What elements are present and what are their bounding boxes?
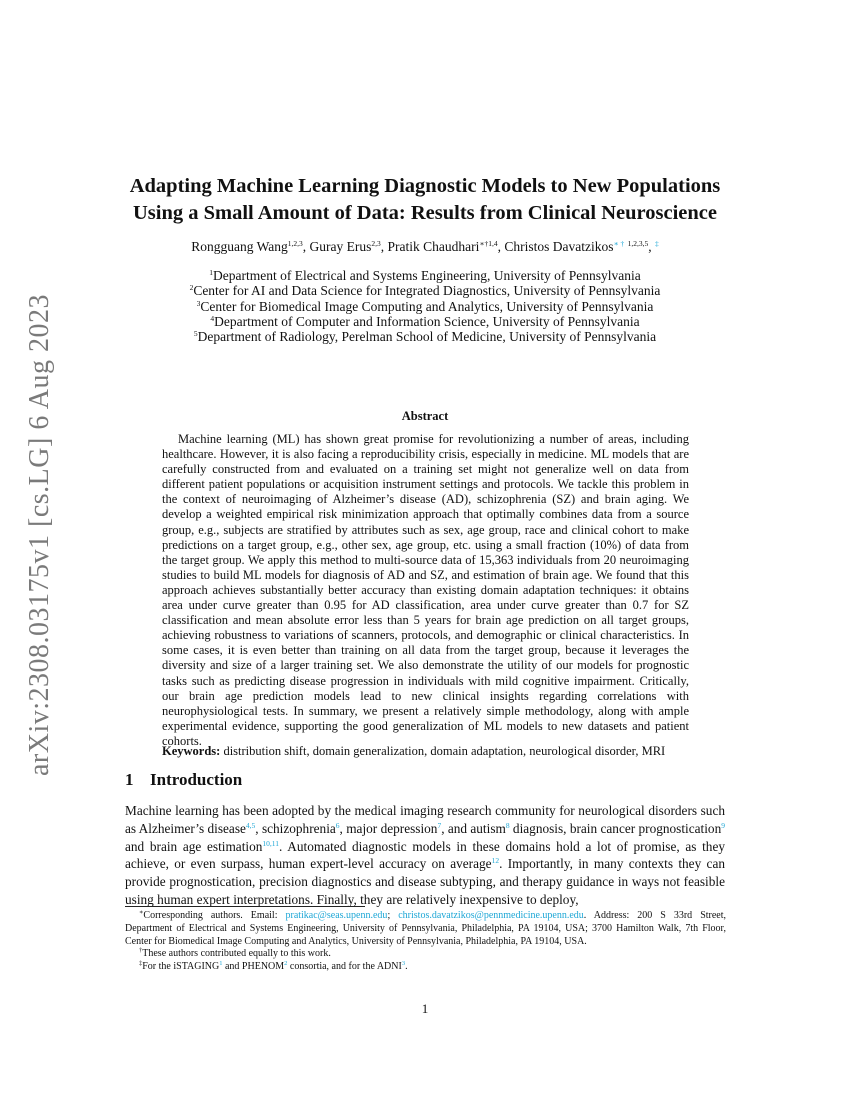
introduction-text: . Automated diagnostic models in these domains hold a lot of promise, as they achieve, or even surpass, human expert-level accuracy on average	[125, 838, 725, 872]
affiliation-text: Department of Radiology, Perelman School of Medicine, University of Pennsylvania	[197, 329, 657, 345]
footnote-address: . Address: 200 S 33rd Street, Department of Electrical and Systems Engineering, University of Pennsylvania, Philadelphia, PA 19104, USA; 3700 Hamilton Walk, 7th Floor, Center for Biomedical Image Computing and Analytics, University of Pennsylvania, Philadelphia, PA 19104, USA.	[125, 910, 727, 947]
author-affiliation-marks: 1,2,3,5	[627, 239, 649, 248]
affiliation-text: Center for AI and Data Science for Integrated Diagnostics, University of Pennsylvania	[193, 283, 661, 299]
affiliation-text: Department of Electrical and Systems Engineering, University of Pennsylvania	[212, 268, 641, 283]
footnote-text: For the iSTAGING	[142, 961, 220, 973]
footnote-mark: †	[139, 947, 143, 955]
author-separator: ,	[380, 239, 388, 254]
author-name: Pratik Chaudhari	[387, 239, 480, 254]
citation-link[interactable]: 9	[721, 820, 725, 830]
citation-link[interactable]: 2	[284, 960, 288, 968]
citation-link[interactable]: 1	[219, 960, 223, 968]
introduction-text: . Importantly, in many contexts they can provide prognostication, precision diagnostics and disease subtyping, and therapy guidance in ways not feasible using human expert interpretations. Finally, they are relatively inexpensive to deploy,	[125, 856, 725, 907]
introduction-text: Machine learning has been adopted by the medical imaging research community for neurological disorders such as Alzheimer’s disease	[125, 803, 725, 836]
introduction-text: , schizophrenia	[255, 820, 336, 836]
author-name: Guray Erus	[309, 239, 372, 254]
affiliation-number: 2	[189, 283, 194, 293]
introduction-text: and brain age estimation	[125, 838, 263, 854]
email-link-chaudhari[interactable]: pratikac@seas.upenn.edu	[285, 910, 388, 921]
footnote-text: consortia, and for the ADNI	[287, 961, 402, 973]
affiliation-number: 3	[196, 298, 201, 308]
author-name: Christos Davatzikos	[504, 239, 614, 254]
section-heading-introduction	[125, 770, 242, 790]
footnote-consortia	[125, 961, 726, 974]
arxiv-identifier-text: arXiv:2308.03175v1 [cs.LG] 6 Aug 2023	[24, 293, 55, 777]
citation-link[interactable]: 4,5	[245, 820, 256, 830]
paper-title-line-2: Using a Small Amount of Data: Results from Clinical Neuroscience	[132, 202, 718, 224]
section-number: 1	[125, 770, 134, 789]
keywords-text: distribution shift, domain generalization, domain adaptation, neurological disorder, MRI	[223, 744, 666, 758]
affiliation-item	[100, 329, 750, 344]
paper-title	[100, 173, 750, 227]
abstract-body: Machine learning (ML) has shown great promise for revolutionizing a number of areas, including healthcare. However, it is also facing a reproducibility crisis, especially in medicine. ML models that are carefully constructed from and evaluated on a training set might not generalize well on data from different patient populations or acquisition instrument settings and protocols. We tackle this problem in the context of neuroimaging of Alzheimer’s disease (AD), schizophrenia (SZ) and brain aging. We develop a weighted empirical risk minimization approach that optimally combines data from a source group, e.g., subjects are stratified by attributes such as sex, age group, race and clinical cohort to make predictions on a target group, e.g., other sex, age group, etc. using a small fraction (10%) of data from the target group. We apply this method to multi-source data of 15,363 individuals from 20 neuroimaging studies to build ML models for diagnosis of AD and SZ, and estimation of brain age. We found that this approach achieves substantially better accuracy than existing domain adaptation techniques: it obtains area under curve greater than 0.95 for AD classification, area under curve greater than 0.7 for SZ classification and mean absolute error less than 5 years for brain age prediction on all target groups, achieving robustness to variations of scanners, protocols, and demographic or clinical characteristics. In some cases, it is even better than training on all data from the target group, because it leverages the diversity and size of a larger training set. We also demonstrate the utility of our models for prognostic tasks such as predicting disease progression in individuals with mild cognitive impairment. Critically, our brain age prediction models lead to new clinical insights regarding correlations with neurophysiological tests. In summary, we present a relatively simple methodology, along with ample experimental evidence, supporting the good generalization of ML models to new datasets and patient cohorts.	[162, 432, 689, 748]
author-name: Rongguang Wang	[191, 239, 288, 254]
footnote-separator: ;	[387, 910, 399, 921]
affiliation-text: Department of Computer and Information Science, University of Pennsylvania	[214, 313, 640, 329]
affiliation-item	[100, 299, 750, 314]
section-title: Introduction	[150, 770, 243, 789]
citation-link[interactable]: 12	[491, 856, 500, 866]
abstract-heading: Abstract	[401, 409, 449, 423]
keywords-label: Keywords:	[162, 744, 221, 758]
footnote-mark: ∗	[139, 909, 144, 916]
author-separator: ,	[302, 239, 310, 254]
introduction-text: , major depression	[339, 820, 438, 836]
affiliation-item	[100, 283, 750, 298]
author-list	[100, 238, 750, 256]
footnote-equal-contribution	[125, 948, 726, 961]
footnote-corresponding-authors	[125, 910, 726, 948]
citation-link[interactable]: 3	[401, 960, 406, 968]
footnote-text: These authors contributed equally to this work.	[142, 948, 331, 960]
author-separator: ,	[648, 239, 655, 254]
page-number: 1	[421, 1001, 429, 1016]
email-link-davatzikos[interactable]: christos.davatzikos@pennmedicine.upenn.edu	[398, 910, 584, 921]
author-affiliation-marks: ∗†1,4	[479, 239, 498, 248]
affiliation-item	[100, 314, 750, 329]
author-separator: ,	[497, 239, 505, 254]
introduction-paragraph	[125, 802, 725, 909]
author-footnote-link[interactable]: ‡	[654, 239, 659, 248]
citation-link[interactable]: 7	[437, 820, 442, 830]
arxiv-identifier-stamp	[20, 290, 60, 780]
author-affiliation-marks: 1,2,3	[287, 239, 303, 248]
introduction-text: , and autism	[441, 820, 506, 836]
citation-link[interactable]: 8	[505, 820, 510, 830]
affiliation-item	[100, 268, 750, 283]
introduction-text: diagnosis, brain cancer prognostication	[509, 820, 722, 836]
affiliation-text: Center for Biomedical Image Computing and Analytics, University of Pennsylvania	[200, 298, 654, 314]
keywords-line	[162, 744, 689, 759]
footnote-mark: ‡	[139, 960, 143, 968]
citation-link[interactable]: 10,11	[262, 838, 279, 848]
affiliation-number: 5	[193, 329, 198, 339]
author-affiliation-marks: 2,3	[371, 239, 381, 248]
citation-link[interactable]: 6	[335, 820, 340, 830]
paper-title-line-1: Adapting Machine Learning Diagnostic Models to New Populations	[129, 175, 721, 197]
author-footnote-link[interactable]: ∗ †	[613, 239, 625, 248]
affiliation-list	[100, 268, 750, 344]
footnote-text: and PHENOM	[222, 961, 285, 973]
footnotes	[125, 910, 726, 974]
footnote-text: .	[405, 961, 408, 973]
affiliation-number: 4	[210, 313, 215, 323]
footnote-text: Corresponding authors. Email:	[143, 910, 286, 921]
footnote-divider	[125, 906, 365, 907]
affiliation-number: 1	[209, 268, 213, 277]
